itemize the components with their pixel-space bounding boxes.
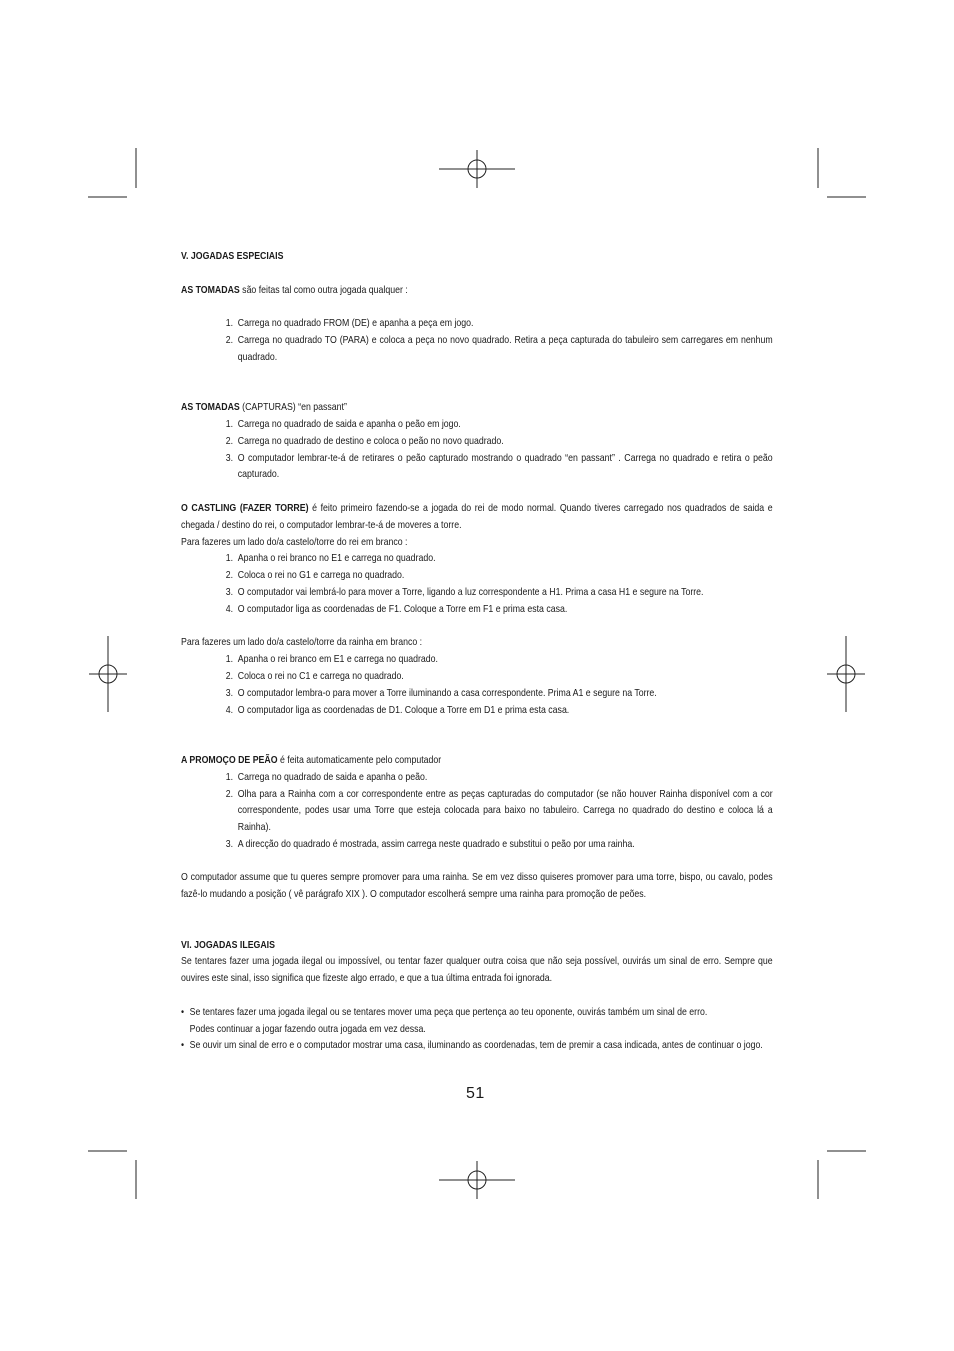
- item-text: Apanha o rei branco em E1 e carrega no quadrado.: [237, 654, 438, 666]
- item-number: 4.: [225, 704, 234, 716]
- item-text: Carrega no quadrado TO (PARA) e coloca a peça no novo quadrado. Retira a peça capturada do tabuleiro sem carregares em nenhum quadrado.: [237, 334, 773, 363]
- item-number: 2.: [225, 435, 234, 447]
- item-text: O computador liga as coordenadas de D1. Coloque a Torre em D1 e prima esta casa.: [237, 704, 570, 716]
- en-passant-list: [181, 417, 773, 484]
- item-text: A direcção do quadrado é mostrada, assim carrega neste quadrado e substitui o peão por uma rainha.: [237, 838, 635, 850]
- castling-lead-bold: O CASTLING (FAZER TORRE): [181, 502, 309, 514]
- bullet-item: [181, 1005, 773, 1039]
- item-number: 1.: [225, 771, 234, 783]
- item-number: 3.: [225, 586, 234, 598]
- bullet-line: Se tentares fazer uma jogada ilegal ou se tentares mover uma peça que pertença ao teu oponente, ouvirás também um sinal de erro.: [189, 1006, 708, 1018]
- item-number: 4.: [225, 603, 234, 615]
- castling-lead-text: é feito primeiro fazendo-se a jogada do rei de modo normal. Quando tiveres carregado nos quadrados de saida e chegada / destino do rei, o computador lembrar-te-á de moveres a torre.: [181, 502, 773, 531]
- bullet-line: Podes continuar a jogar fazendo outra jogada em vez dessa.: [189, 1023, 426, 1035]
- list-item: [181, 602, 773, 619]
- list-item: [181, 669, 773, 686]
- list-item: [181, 837, 773, 854]
- bullet-symbol: •: [181, 1006, 185, 1018]
- list-item: [181, 787, 773, 837]
- item-text: O computador liga as coordenadas de F1. Coloque a Torre em F1 e prima esta casa.: [237, 603, 568, 615]
- tomadas-list: [181, 316, 773, 366]
- item-text: Carrega no quadrado de saida e apanha o peão.: [237, 771, 428, 783]
- item-number: 3.: [225, 452, 234, 464]
- item-number: 2.: [225, 570, 234, 582]
- en-passant-lead-bold: AS TOMADAS: [181, 402, 240, 414]
- list-item: [181, 316, 773, 333]
- item-number: 2.: [225, 670, 234, 682]
- promotion-lead-bold: A PROMOÇO DE PEÃO: [181, 754, 278, 766]
- section-vi-intro: Se tentares fazer uma jogada ilegal ou impossível, ou tentar fazer qualquer outra coisa que não seja possível, ouvirás um sinal de erro. Sempre que ouvires este sinal, isso significa que fizeste algo errado, e que a tua última entrada foi ignorada.: [181, 956, 773, 985]
- item-text: O computador lembra-o para mover a Torre iluminando a casa correspondente. Prima A1 e segure na Torre.: [237, 687, 657, 699]
- item-text: Olha para a Rainha com a cor correspondente entre as peças capturadas do computador (se não houver Rainha disponível com a cor correspondente, podes usar uma Torre que esteja colocada para baixo no tabuleiro. Carrega no quadrado do destino e coloca lá a Rainha).: [237, 788, 773, 834]
- item-number: 3.: [225, 687, 234, 699]
- tomadas-lead: [181, 283, 773, 300]
- list-item: [181, 568, 773, 585]
- list-item: [181, 333, 773, 367]
- castling-king-intro: Para fazeres um lado do/a castelo/torre do rei em branco :: [181, 536, 408, 548]
- item-text: O computador vai lembrá-lo para mover a Torre, ligando a luz correspondente a H1. Prima a casa H1 e segure na Torre.: [237, 586, 704, 598]
- en-passant-lead-text: (CAPTURAS) “en passant”: [239, 402, 347, 414]
- list-item: [181, 585, 773, 602]
- item-text: Carrega no quadrado FROM (DE) e apanha a peça em jogo.: [237, 318, 474, 330]
- item-text: Carrega no quadrado de destino e coloca o peão no novo quadrado.: [237, 435, 504, 447]
- item-number: 1.: [225, 654, 234, 666]
- list-item: [181, 652, 773, 669]
- item-number: 3.: [225, 838, 234, 850]
- en-passant-lead: [181, 400, 773, 417]
- section-v-title: V. JOGADAS ESPECIAIS: [181, 251, 284, 262]
- bullet-symbol: •: [181, 1040, 185, 1052]
- castling-lead: [181, 501, 773, 535]
- castling-queen-list: [181, 652, 773, 719]
- tomadas-lead-text: são feitas tal como outra jogada qualquer :: [239, 284, 408, 296]
- list-item: [181, 703, 773, 720]
- castling-queen-intro: Para fazeres um lado do/a castelo/torre da rainha em branco :: [181, 637, 423, 649]
- list-item: [181, 417, 773, 434]
- bullet-line: Se ouvir um sinal de erro e o computador mostrar uma casa, iluminando as coordenadas, tem de premir a casa indicada, antes de continuar o jogo.: [189, 1040, 763, 1052]
- item-text: O computador lembrar-te-á de retirares o peão capturado mostrando o quadrado “en passant” . Carrega no quadrado e retira o peão capturado.: [237, 452, 773, 481]
- item-number: 1.: [225, 418, 234, 430]
- item-text: Coloca o rei no C1 e carrega no quadrado.: [237, 670, 404, 682]
- item-number: 2.: [225, 334, 234, 346]
- promotion-lead-text: é feita automaticamente pelo computador: [277, 754, 442, 766]
- page-number: 51: [466, 1085, 485, 1102]
- promotion-note: O computador assume que tu queres sempre promover para uma rainha. Se em vez disso quiseres promover para uma torre, bispo, ou cavalo, podes fazê-lo mudando a posição ( vê parágrafo XIX ). O computador escolherá sempre uma rainha para promoção de peões.: [181, 872, 773, 901]
- item-number: 1.: [225, 553, 234, 565]
- list-item: [181, 551, 773, 568]
- promotion-lead: [181, 753, 773, 770]
- item-text: Carrega no quadrado de saida e apanha o peão em jogo.: [237, 418, 461, 430]
- list-item: [181, 686, 773, 703]
- promotion-list: [181, 770, 773, 854]
- page-content: [181, 249, 773, 1055]
- castling-king-list: [181, 551, 773, 618]
- list-item: [181, 434, 773, 451]
- list-item: [181, 451, 773, 485]
- bullet-item: [181, 1038, 773, 1055]
- tomadas-lead-bold: AS TOMADAS: [181, 284, 240, 296]
- item-number: 1.: [225, 318, 234, 330]
- item-text: Apanha o rei branco no E1 e carrega no quadrado.: [237, 553, 436, 565]
- item-number: 2.: [225, 788, 234, 800]
- item-text: Coloca o rei no G1 e carrega no quadrado.: [237, 570, 405, 582]
- section-vi-title: VI. JOGADAS ILEGAIS: [181, 939, 275, 951]
- list-item: [181, 770, 773, 787]
